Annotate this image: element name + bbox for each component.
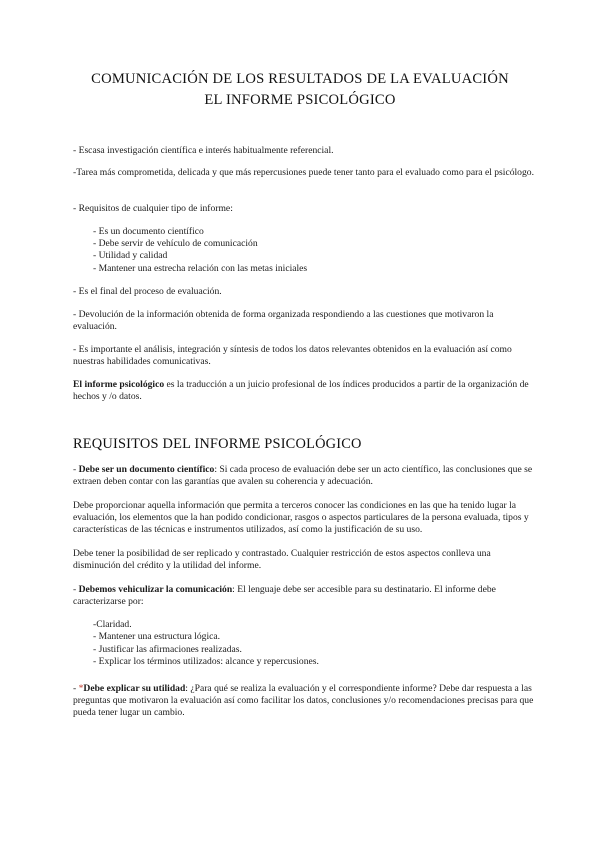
informe-psicologico-term: El informe psicológico xyxy=(73,379,165,390)
requisito-comunicacion-paragraph xyxy=(73,584,538,608)
requisito-item-1: - Es un documento científico xyxy=(93,226,204,237)
requisito-item-3: - Utilidad y calidad xyxy=(93,250,168,261)
asterisk-mark: * xyxy=(78,683,84,694)
requisito-cientifico-paragraph-2: Debe proporcionar aquella información que permita a terceros conocer las condiciones en las que ha tenido lugar la evaluación, los elementos que la han podido condicionar, rasgos o aspectos particulares de la persona evaluada, tipos y características de las técnicas e instrumentos utilizados, así como la justificación de su uso. xyxy=(73,500,529,536)
caracteristica-item-3: - Justificar las afirmaciones realizadas. xyxy=(93,644,242,655)
requisito-cientifico-text: : Si cada proceso de evaluación debe ser un acto científico, las conclusiones que se extraen deben contar con las garantías que avalen su coherencia y adecuación. xyxy=(73,464,533,488)
bullet-dash: - xyxy=(73,584,79,595)
caracteristica-item-4: - Explicar los términos utilizados: alcance y repercusiones. xyxy=(93,656,319,667)
intro-paragraph-2: -Tarea más comprometida, delicada y que más repercusiones puede tener tanto para el evaluado como para el psicólogo. xyxy=(73,167,534,178)
requisito-utilidad-term: Debe explicar su utilidad xyxy=(83,683,186,694)
requisito-cientifico-term: Debe ser un documento científico xyxy=(78,464,215,475)
requisito-cientifico-paragraph xyxy=(73,464,538,488)
intro-paragraph-4: - Es el final del proceso de evaluación. xyxy=(73,286,222,297)
requisito-item-4: - Mantener una estrecha relación con las metas iniciales xyxy=(93,263,308,274)
document-title-line1: COMUNICACIÓN DE LOS RESULTADOS DE LA EVALUACIÓN xyxy=(91,71,509,87)
requisito-utilidad-paragraph xyxy=(73,683,538,720)
document-title-line2: EL INFORME PSICOLÓGICO xyxy=(204,92,396,108)
caracteristica-item-2: - Mantener una estructura lógica. xyxy=(93,631,221,642)
section-heading-requisitos: REQUISITOS DEL INFORME PSICOLÓGICO xyxy=(73,436,362,452)
bullet-dash: - xyxy=(73,683,79,694)
requisito-comunicacion-text: : El lenguaje debe ser accesible para su destinatario. El informe debe caracterizarse por: xyxy=(73,584,496,608)
bullet-dash: - xyxy=(73,464,79,475)
informe-psicologico-definition: es la traducción a un juicio profesional de los índices producidos a partir de la organización de hechos y /o datos. xyxy=(73,379,529,403)
caracteristica-item-1: -Claridad. xyxy=(93,619,132,630)
intro-paragraph-6: - Es importante el análisis, integración y síntesis de todos los datos relevantes obtenidos en la evaluación así como nuestras habilidades comunicativas. xyxy=(73,344,512,368)
intro-paragraph-1: - Escasa investigación científica e interés habitualmente referencial. xyxy=(73,145,334,156)
intro-paragraph-3: - Requisitos de cualquier tipo de informe: xyxy=(73,203,233,214)
requisito-cientifico-paragraph-3: Debe tener la posibilidad de ser replicado y contrastado. Cualquier restricción de estos aspectos conlleva una disminución del crédito y la utilidad del informe. xyxy=(73,548,491,572)
requisito-utilidad-text: : ¿Para qué se realiza la evaluación y el correspondiente informe? Debe dar respuesta a las preguntas que motivaron la evaluación así como facilitar los datos, conclusiones y/o recomendaciones precisas para que pueda tener lugar un cambio. xyxy=(73,683,534,719)
intro-paragraph-7 xyxy=(73,379,538,403)
intro-paragraph-5: - Devolución de la información obtenida de forma organizada respondiendo a las cuestiones que motivaron la evaluación. xyxy=(73,309,494,333)
requisito-item-2: - Debe servir de vehículo de comunicación xyxy=(93,238,258,249)
requisito-comunicacion-term: Debemos vehiculizar la comunicación xyxy=(78,584,233,595)
